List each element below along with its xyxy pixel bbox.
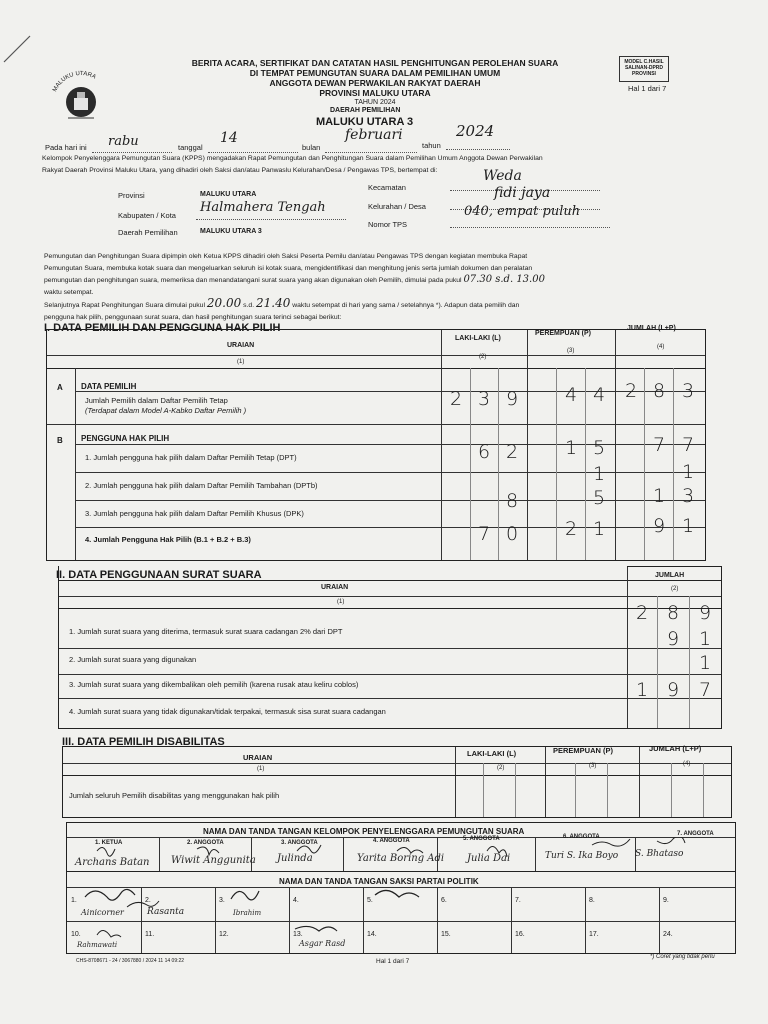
provinsi-value: MALUKU UTARA: [200, 191, 257, 198]
b1-label: 1. Jumlah pengguna hak pilih dalam Daftar Pemilih Tetap (DPT): [85, 453, 297, 462]
saksi-3-signature: Ibrahim: [233, 909, 262, 917]
signature-anggota-6: Turi S. Ika Boyo: [545, 851, 619, 861]
signature-anggota-3: Julinda: [277, 853, 313, 864]
saksi-13-signature: Asgar Rasd: [299, 939, 346, 948]
ss-row-1: 1. Jumlah surat suara yang diterima, termasuk surat suara cadangan 2% dari DPT: [69, 627, 343, 636]
saksi-number-label: 15.: [441, 931, 451, 938]
saksi-title: NAMA DAN TANDA TANGAN SAKSI PARTAI POLITIK: [279, 877, 479, 886]
daerah-title: MALUKU UTARA 3: [316, 116, 414, 128]
pengguna-hak-pilih-title: PENGGUNA HAK PILIH: [81, 434, 170, 443]
page-number: Hal 1 dari 7: [628, 84, 667, 93]
dapil-value: MALUKU UTARA 3: [200, 228, 262, 235]
ss-row-3: 3. Jumlah surat suara yang dikembalikan oleh pemilih (karena rusak atau keliru coblos): [69, 680, 359, 689]
tahun-value: 2024: [456, 122, 495, 140]
saksi-10-signature: Rahmawati: [77, 941, 118, 949]
col-perempuan: PEREMPUAN (P): [553, 746, 614, 755]
provinsi-label: Provinsi: [118, 191, 145, 200]
saksi-number-label: 5.: [367, 897, 373, 904]
tahun-label: tahun: [422, 141, 441, 150]
saksi-number-label: 13.: [293, 931, 303, 938]
saksi-number-label: 1.: [71, 897, 77, 904]
kecamatan-label: Kecamatan: [368, 183, 406, 192]
daerah-label: DAERAH PEMILIHAN: [330, 107, 401, 114]
saksi-number-label: 12.: [219, 931, 229, 938]
saksi-number-label: 2.: [145, 897, 151, 904]
procedure-paragraph: Pemungutan dan Penghitungan Suara dipimpin oleh Ketua KPPS dihadiri oleh Saksi Peserta Pemilu dan/atau Pengawas TPS dengan kegiatan membuka Rapat Pemungutan Suara, membuka kotak suara dan mengeluarkan seluruh isi kotak suara, mengidentifikasi dan menghitung jenis serta jumlah dokumen dan peralatan pemungutan dan penghitungan suara, memeriksa dan menandatangani surat suara yang akan digunakan oleh Pemilih, dimulai pada pukul 07.30 s.d. 13.00 waktu setempat. Selanjutnya Rapat Penghitungan Suara dimulai pukul 20.00 s.d. 21.40 waktu setempat di hari yang sama / setelahnya *). Adapun data pemilih dan pengguna hak pilih, penggunaan surat suara, dan hasil penghitungan suara terinci sebagai berikut:: [44, 253, 545, 321]
dapil-label: Daerah Pemilihan: [118, 228, 178, 237]
section-1-table: URAIAN LAKI-LAKI (L) PEREMPUAN (P) JUMLAH (L+P) (1) (2) (3) (4) A DATA PEMILIH Jumlah Pemilih dalam Daftar Pemilih Tetap (Terdapat dalam Model A-Kabko Daftar Pemilih ) B PENGGUNA HAK PILIH 1. Jumlah pengguna hak pilih dalam Daftar Pemilih Tetap (DPT) 2. Jumlah pengguna hak pilih dalam Daftar Pemilih Tambahan (DPTb) 3. Jumlah pengguna hak pilih dalam Daftar Pemilih Khusus (DPK) 4. Jumlah Pengguna Hak Pilih (B.1 + B.2 + B.3) 2 3 9 4 4 2 8 3 6 2 1 5 7 7 1 1 8 5 1 3 7 0 2 1 9 1: [46, 329, 706, 561]
col-jumlah: JUMLAH (L+P): [627, 325, 676, 332]
saksi-number-label: 16.: [515, 931, 525, 938]
footer-note: *) Coret yang tidak perlu: [650, 954, 715, 960]
section-2-table: URAIAN JUMLAH (1) (2) 1. Jumlah surat suara yang diterima, termasuk surat suara cadangan 2% dari DPT 2. Jumlah surat suara yang digunakan 3. Jumlah surat suara yang dikembalikan oleh pemilih (karena rusak atau keliru coblos) 4. Jumlah surat suara yang tidak digunakan/tidak terpakai, termasuk sisa surat suara cadangan 2 8 9 9 1 1 1 9 7: [58, 566, 722, 729]
saksi-1-signature: Ainicorner: [81, 908, 124, 917]
col-uraian: URAIAN: [243, 753, 273, 762]
saksi-number-label: 10.: [71, 931, 81, 938]
pada-hari-label: Pada hari ini: [45, 143, 87, 152]
section-1-title: I. DATA PEMILIH DAN PENGGUNA HAK PILIH: [44, 322, 281, 334]
svg-text:MALUKU UTARA: MALUKU UTARA: [52, 70, 97, 93]
signature-table: NAMA DAN TANDA TANGAN KELOMPOK PENYELENGGARA PEMUNGUTAN SUARA NAMA DAN TANDA TANGAN SAKSI PARTAI POLITIK 1. 2. 3. 4. 5. 6. 7. 8. 9. 10. 11. 12. 13. 14. 15. 16. 17. 24. 1. KETUA 2. ANGGOTA 3. ANGGOTA 4. ANGGOTA 5. ANGGOTA 6. ANGGOTA 7. ANGGOTA Archans Batan Wiwit Anggunita Julinda Yarita Boring Adi Julia Dai Turi S. Ika Boyo S. Bhataso Ainicorner Rasanta Ibrahim Rahmawati Asgar Rasd: [66, 822, 736, 954]
saksi-number-label: 7.: [515, 897, 521, 904]
col-jumlah: JUMLAH (L+P): [649, 744, 702, 753]
saksi-number-label: 11.: [145, 931, 155, 938]
col-uraian: URAIAN: [227, 342, 255, 349]
dpt-j-digit: 2: [624, 380, 638, 402]
document-title: BERITA ACARA, SERTIFIKAT DAN CATATAN HASIL PENGHITUNGAN PEROLEHAN SUARA DI TEMPAT PEMUNGUTAN SUARA DALAM PEMILIHAN UMUM ANGGOTA DEWAN PERWAKILAN RAKYAT DAERAH PROVINSI MALUKU UTARA TAHUN 2024: [191, 58, 559, 106]
footer-page: Hal 1 dari 7: [376, 958, 410, 965]
pen-mark-icon: [0, 30, 40, 70]
saksi-number-label: 9.: [663, 897, 669, 904]
b4-label: 4. Jumlah Pengguna Hak Pilih (B.1 + B.2 + B.3): [85, 535, 251, 544]
saksi-number-label: 6.: [441, 897, 447, 904]
kpu-emblem-icon: [46, 64, 116, 128]
signature-ketua: Archans Batan: [75, 857, 150, 868]
kelurahan-label: Kelurahan / Desa: [368, 202, 426, 211]
dpt-p-digit: 4: [592, 384, 606, 406]
tps-label: Nomor TPS: [368, 220, 408, 229]
dpt-l-digit: 2: [449, 388, 463, 410]
intro-line-3: Rakyat Daerah Provinsi Maluku Utara, yang dihadiri oleh Saksi dan/atau Panwaslu Kelurahan/Desa / Pengawas TPS, bertempat di:: [42, 167, 438, 174]
section-2-title: II. DATA PENGGUNAAN SURAT SUARA: [56, 569, 262, 581]
tanggal-value: 14: [220, 130, 238, 146]
col-laki: LAKI-LAKI (L): [467, 749, 517, 758]
b2-label: 2. Jumlah pengguna hak pilih dalam Daftar Pemilih Tambahan (DPTb): [85, 481, 318, 490]
hari-value: rabu: [108, 134, 139, 149]
bulan-label: bulan: [302, 143, 321, 152]
disabilitas-row: Jumlah seluruh Pemilih disabilitas yang menggunakan hak pilih: [69, 791, 280, 800]
section-3-title: III. DATA PEMILIH DISABILITAS: [62, 736, 225, 748]
col-uraian: URAIAN: [321, 584, 349, 591]
bulan-value: februari: [345, 127, 403, 143]
saksi-number-label: 24.: [663, 931, 673, 938]
kabupaten-value: Halmahera Tengah: [200, 200, 326, 215]
dpt-p-digit: 4: [564, 384, 578, 406]
saksi-number-label: 17.: [589, 931, 599, 938]
kecamatan-value: Weda: [483, 168, 522, 184]
signature-anggota-5: Julia Dai: [467, 853, 511, 864]
saksi-number-label: 14.: [367, 931, 377, 938]
kpu-logo: [46, 64, 116, 128]
dpt-j-digit: 8: [652, 380, 666, 402]
model-box: MODEL C.HASIL SALINAN-DPRD PROVINSI: [619, 56, 669, 82]
saksi-2-signature: Rasanta: [147, 907, 185, 917]
col-jumlah: JUMLAH: [655, 572, 685, 579]
tanggal-label: tanggal: [178, 143, 203, 152]
signature-anggota-2: Wiwit Anggunita: [171, 855, 256, 866]
dpt-l-digit: 9: [505, 388, 519, 410]
data-pemilih-title: DATA PEMILIH: [81, 382, 137, 391]
ss-row-4: 4. Jumlah surat suara yang tidak digunakan/tidak terpakai, termasuk sisa surat suara cadangan: [69, 707, 386, 716]
signature-anggota-7: S. Bhataso: [635, 849, 684, 859]
saksi-number-label: 4.: [293, 897, 299, 904]
signature-scribbles-icon: [67, 837, 735, 955]
dpt-j-digit: 3: [681, 380, 695, 402]
col-laki: LAKI-LAKI (L): [455, 335, 501, 342]
saksi-number-label: 3.: [219, 897, 225, 904]
saksi-number-label: 8.: [589, 897, 595, 904]
intro-line-2: Kelompok Penyelenggara Pemungutan Suara (KPPS) mengadakan Rapat Pemungutan dan Penghitungan Suara dalam Pemilihan Umum Anggota Dewan Perwakilan: [42, 155, 543, 162]
kpps-title: NAMA DAN TANDA TANGAN KELOMPOK PENYELENGGARA PEMUNGUTAN SUARA: [203, 827, 525, 836]
dpt-row-label: Jumlah Pemilih dalam Daftar Pemilih Tetap: [85, 396, 228, 405]
kabupaten-label: Kabupaten / Kota: [118, 211, 176, 220]
col-perempuan: PEREMPUAN (P): [535, 330, 592, 337]
b3-label: 3. Jumlah pengguna hak pilih dalam Daftar Pemilih Khusus (DPK): [85, 509, 304, 518]
dpt-l-digit: 3: [477, 388, 491, 410]
section-3-table: URAIAN LAKI-LAKI (L) PEREMPUAN (P) JUMLAH (L+P) (1) (2) (3) (4) Jumlah seluruh Pemilih disabilitas yang menggunakan hak pilih: [62, 746, 732, 818]
footer-code: CHS-8708671 - 24 / 3067880 / 2024 11 14 09:22: [76, 958, 185, 964]
tps-value: 040, empat puluh: [464, 204, 581, 219]
kelurahan-value: fidi jaya: [494, 185, 551, 201]
ss-row-2: 2. Jumlah surat suara yang digunakan: [69, 655, 197, 664]
signature-anggota-4: Yarita Boring Adi: [357, 853, 445, 864]
